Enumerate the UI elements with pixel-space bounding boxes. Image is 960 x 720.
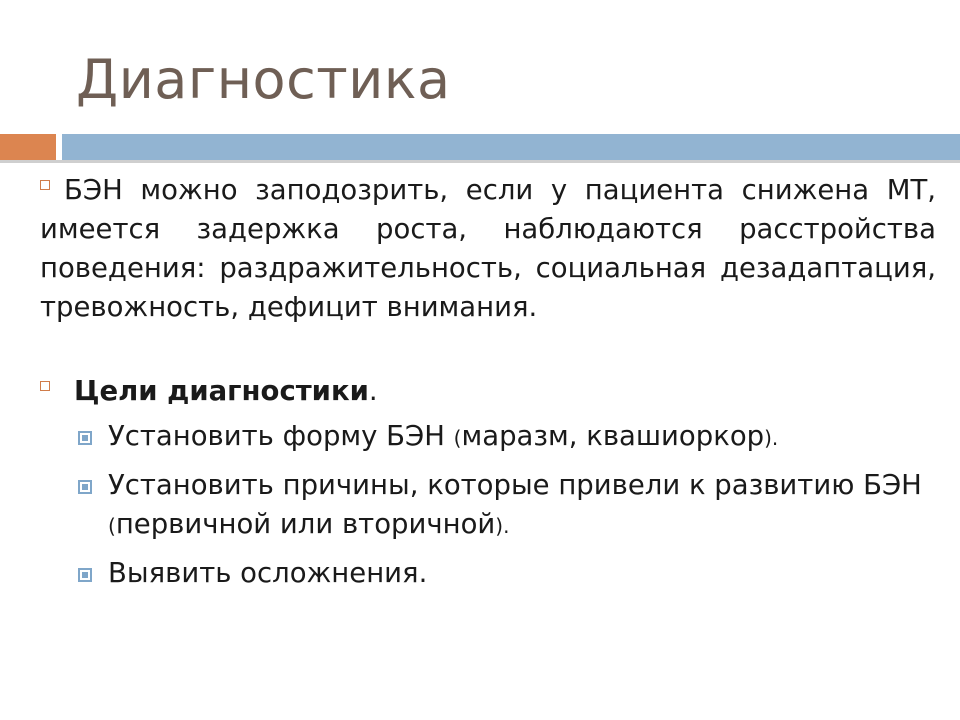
title-accent-bar-orange xyxy=(0,134,56,160)
goals-heading-punct: . xyxy=(368,375,378,407)
square-bullet-icon xyxy=(40,381,50,391)
title-divider-line xyxy=(0,160,960,163)
filled-square-bullet-icon xyxy=(78,431,92,445)
square-bullet-icon xyxy=(40,180,50,190)
intro-paragraph-text: БЭН можно заподозрить, если у пациента снижена МТ, имеется задержка роста, наблюдаются расстройства поведения: раздражительность, социальная дезадаптация, тревожность, дефицит внимания. xyxy=(40,174,936,323)
filled-square-bullet-icon xyxy=(78,480,92,494)
goal-text: Выявить осложнения. xyxy=(108,557,428,589)
title-accent-bar-blue xyxy=(62,134,960,160)
goal-paren-text: первичной или вторичной xyxy=(115,508,496,540)
slide-title: Диагностика xyxy=(76,48,451,111)
goal-text: Установить причины, которые привели к развитию БЭН xyxy=(108,469,922,501)
goal-paren-text: маразм, квашиоркор xyxy=(461,420,765,452)
goals-list xyxy=(78,417,938,601)
goal-paren-open: ( xyxy=(108,514,116,538)
goals-list-item xyxy=(78,554,938,593)
goals-heading-text: Цели диагностики xyxy=(74,375,369,407)
goal-paren-open: ( xyxy=(453,426,462,450)
goal-paren-close: ). xyxy=(764,426,779,450)
goals-heading xyxy=(40,372,378,411)
slide-body xyxy=(40,171,936,327)
intro-paragraph xyxy=(40,171,936,327)
goals-list-item xyxy=(78,417,938,458)
goal-text: Установить форму БЭН xyxy=(108,420,454,452)
goals-list-item xyxy=(78,466,938,546)
filled-square-bullet-icon xyxy=(78,568,92,582)
goal-paren-close: ). xyxy=(495,514,510,538)
